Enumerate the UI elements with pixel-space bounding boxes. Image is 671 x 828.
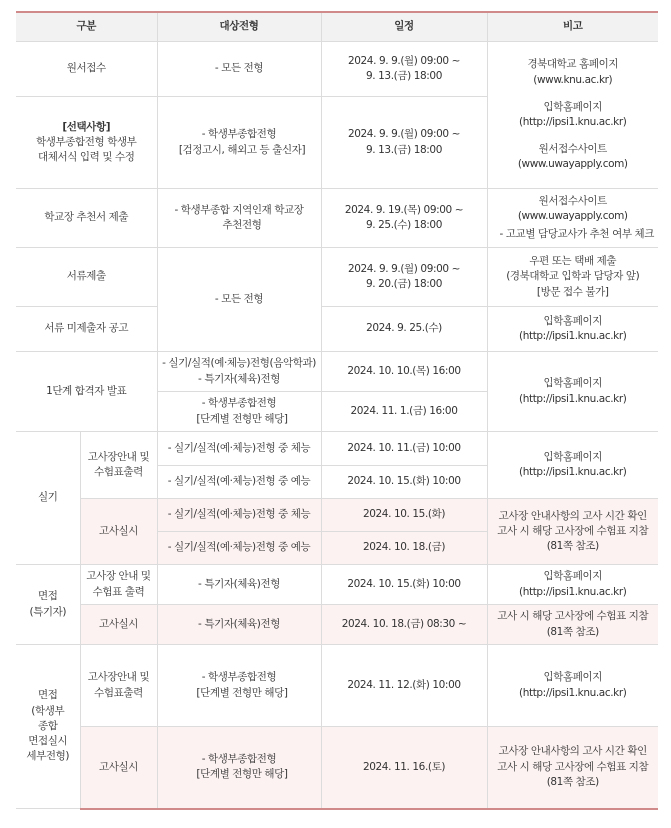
- note-cell: [487, 307, 658, 352]
- table-row: [16, 499, 658, 532]
- subcategory-cell: [80, 432, 157, 499]
- subcategory-cell: [80, 565, 157, 605]
- note-line: 입학홈페이지: [543, 671, 602, 684]
- note-cell: [487, 352, 658, 432]
- category-cell: 학교장 추천서 제출: [16, 189, 157, 248]
- note-line: 경북대학교 홈페이지: [527, 58, 619, 71]
- note-line: - 고교별 담당교사가 추천 여부 체크: [499, 227, 654, 240]
- subcategory-cell: 고사실시: [80, 727, 157, 809]
- category-line: 대체서식 입력 및 수정: [38, 151, 135, 164]
- schedule-cell: [321, 97, 487, 189]
- note-line: 고사장 안내사항의 고사 시간 확인: [498, 745, 647, 758]
- table-row: [16, 432, 658, 466]
- target-cell: [157, 352, 321, 392]
- category-cell: [16, 97, 157, 189]
- target-line: [검정고시, 해외고 등 출신자]: [178, 143, 306, 156]
- schedule-cell: 2024. 10. 10.(목) 16:00: [321, 352, 487, 392]
- table-row: [16, 42, 658, 97]
- target-line: - 학생부종합전형: [201, 753, 277, 766]
- target-cell: - 모든 전형: [157, 42, 321, 97]
- note-line: 원서접수사이트: [538, 195, 607, 208]
- target-cell: - 특기자(체육)전형: [157, 565, 321, 605]
- category-line: 학생부종합전형 학생부: [36, 135, 137, 148]
- note-line: 입학홈페이지: [543, 570, 602, 583]
- target-line: [단계별 전형만 해당]: [196, 768, 288, 781]
- subcategory-cell: [80, 645, 157, 727]
- note-line: 원서접수사이트: [538, 143, 607, 156]
- category-cell: 1단계 합격자 발표: [16, 352, 157, 432]
- schedule-line: 9. 13.(금) 18:00: [366, 143, 442, 156]
- category-line: (학생부: [31, 704, 65, 717]
- note-line: 입학홈페이지: [543, 450, 602, 463]
- note-cell: [487, 248, 658, 307]
- schedule-cell: 2024. 10. 11.(금) 10:00: [321, 432, 487, 466]
- note-line: (www.uwayapply.com): [517, 210, 628, 223]
- category-line: 면접: [38, 689, 58, 702]
- note-line: (http://ipsi1.knu.ac.kr): [519, 686, 627, 699]
- category-title: [선택사항]: [62, 120, 111, 133]
- table-row: [16, 727, 658, 809]
- note-line: (http://ipsi1.knu.ac.kr): [519, 585, 627, 598]
- note-cell: [487, 565, 658, 605]
- note-line: (www.uwayapply.com): [517, 158, 628, 171]
- subcategory-line: 고사장 안내 및: [86, 570, 151, 583]
- category-line: 종합: [38, 719, 58, 732]
- note-line: (경북대학교 입학과 담당자 앞): [506, 270, 640, 283]
- target-line: - 특기자(체육)전형: [198, 372, 280, 385]
- subcategory-line: 고사장안내 및: [87, 450, 150, 463]
- table-row: [16, 605, 658, 645]
- schedule-cell: [321, 248, 487, 307]
- subcategory-line: 수험표출력: [94, 466, 143, 478]
- note-line: 입학홈페이지: [543, 377, 602, 390]
- schedule-cell: 2024. 10. 15.(화) 10:00: [321, 565, 487, 605]
- schedule-cell: 2024. 11. 16.(토): [321, 727, 487, 809]
- note-line: 고사 시 해당 고사장에 수험표 지참: [497, 524, 649, 537]
- schedule-line: 2024. 9. 9.(월) 09:00 ~: [347, 128, 461, 141]
- note-line: 고사 시 해당 고사장에 수험표 지참: [497, 760, 649, 773]
- note-line: [방문 접수 불가]: [536, 285, 609, 298]
- target-line: - 실기/실적(예·체능)전형(음악학과): [162, 357, 316, 370]
- schedule-cell: 2024. 9. 25.(수): [321, 307, 487, 352]
- note-cell: [487, 189, 658, 248]
- note-line: (http://ipsi1.knu.ac.kr): [519, 466, 627, 478]
- target-cell: - 모든 전형: [157, 248, 321, 352]
- category-cell: [16, 645, 80, 809]
- target-line: - 학생부종합 지역인재 학교장: [174, 203, 304, 216]
- category-line: 세부전형): [26, 750, 70, 763]
- schedule-line: 2024. 9. 9.(월) 09:00 ~: [347, 262, 461, 275]
- target-cell: [157, 392, 321, 432]
- schedule-cell: [321, 189, 487, 248]
- subcategory-cell: 고사실시: [80, 499, 157, 565]
- target-line: - 학생부종합전형: [201, 397, 277, 410]
- schedule-line: 9. 25.(수) 18:00: [366, 219, 442, 231]
- header-row: [16, 12, 658, 42]
- table-row: [16, 248, 658, 307]
- schedule-cell: 2024. 10. 15.(화) 10:00: [321, 466, 487, 499]
- category-cell: 원서접수: [16, 42, 157, 97]
- note-line: (81쪽 참조): [546, 625, 599, 638]
- category-cell: 서류 미제출자 공고: [16, 307, 157, 352]
- target-line: - 학생부종합전형: [201, 671, 277, 684]
- table-row: [16, 307, 658, 352]
- note-line: 고사 시 해당 고사장에 수험표 지참: [497, 610, 649, 623]
- schedule-line: 9. 20.(금) 18:00: [366, 278, 442, 290]
- category-cell: 서류제출: [16, 248, 157, 307]
- target-cell: - 실기/실적(예·체능)전형 중 체능: [157, 432, 321, 466]
- note-line: 우편 또는 택배 제출: [529, 255, 617, 268]
- schedule-cell: 2024. 10. 15.(화): [321, 499, 487, 532]
- category-cell: 실기: [16, 432, 80, 565]
- category-line: 면접: [38, 590, 58, 603]
- note-line: 입학홈페이지: [543, 314, 602, 327]
- note-cell: [487, 432, 658, 499]
- target-cell: - 실기/실적(예·체능)전형 중 체능: [157, 499, 321, 532]
- subcategory-line: 수험표출력: [94, 686, 143, 699]
- note-cell: [487, 645, 658, 727]
- note-cell: [487, 499, 658, 565]
- note-line: 고사장 안내사항의 고사 시간 확인: [498, 509, 647, 522]
- target-cell: [157, 189, 321, 248]
- target-line: 추천전형: [222, 219, 262, 231]
- category-line: (특기자): [29, 605, 67, 618]
- subcategory-line: 수험표 출력: [92, 585, 145, 598]
- schedule-cell: [321, 42, 487, 97]
- schedule-table: [16, 11, 658, 810]
- note-line: (http://ipsi1.knu.ac.kr): [519, 116, 627, 128]
- target-cell: - 실기/실적(예·체능)전형 중 예능: [157, 532, 321, 565]
- note-line: (81쪽 참조): [546, 540, 599, 553]
- target-cell: - 특기자(체육)전형: [157, 605, 321, 645]
- header-schedule: 일정: [321, 12, 487, 42]
- target-cell: [157, 97, 321, 189]
- table-row: [16, 189, 658, 248]
- target-line: [단계별 전형만 해당]: [196, 686, 288, 699]
- schedule-cell: 2024. 11. 12.(화) 10:00: [321, 645, 487, 727]
- note-line: 입학홈페이지: [543, 100, 602, 113]
- note-cell: [487, 605, 658, 645]
- schedule-line: 2024. 9. 19.(목) 09:00 ~: [344, 203, 464, 216]
- note-line: (http://ipsi1.knu.ac.kr): [519, 392, 627, 405]
- table-row: [16, 352, 658, 392]
- note-line: (81쪽 참조): [546, 775, 599, 788]
- target-line: [단계별 전형만 해당]: [196, 412, 288, 425]
- subcategory-cell: 고사실시: [80, 605, 157, 645]
- target-cell: - 실기/실적(예·체능)전형 중 예능: [157, 466, 321, 499]
- schedule-cell: 2024. 10. 18.(금): [321, 532, 487, 565]
- header-note: 비고: [487, 12, 658, 42]
- category-line: 면접실시: [28, 735, 68, 748]
- table-row: [16, 645, 658, 727]
- subcategory-line: 고사장안내 및: [87, 671, 150, 684]
- target-cell: [157, 727, 321, 809]
- note-cell: [487, 727, 658, 809]
- schedule-cell: 2024. 10. 18.(금) 08:30 ~: [321, 605, 487, 645]
- note-cell: [487, 42, 658, 189]
- schedule-line: 2024. 9. 9.(월) 09:00 ~: [347, 54, 461, 67]
- header-category: 구분: [16, 12, 157, 42]
- category-cell: [16, 565, 80, 645]
- target-line: - 학생부종합전형: [201, 128, 277, 141]
- note-line: (http://ipsi1.knu.ac.kr): [519, 330, 627, 342]
- schedule-cell: 2024. 11. 1.(금) 16:00: [321, 392, 487, 432]
- target-cell: [157, 645, 321, 727]
- table-row: [16, 565, 658, 605]
- note-line: (www.knu.ac.kr): [533, 73, 613, 86]
- header-target: 대상전형: [157, 12, 321, 42]
- schedule-line: 9. 13.(금) 18:00: [366, 70, 442, 82]
